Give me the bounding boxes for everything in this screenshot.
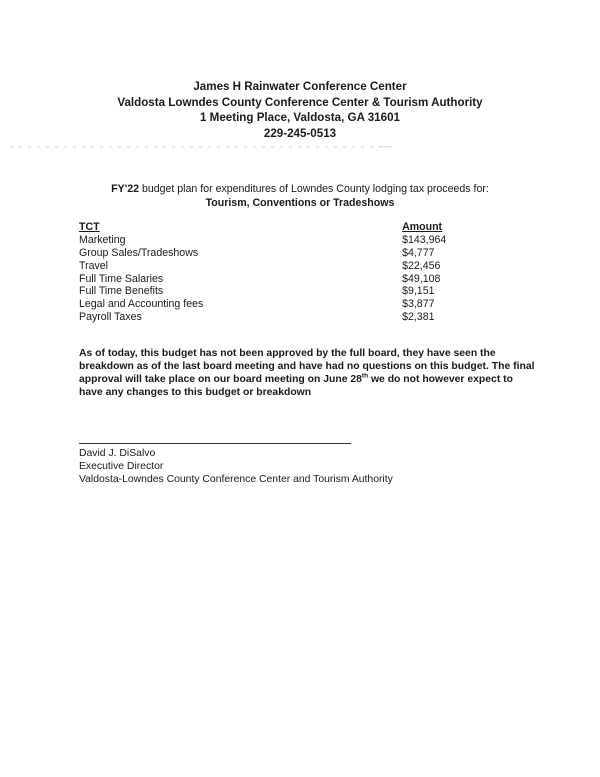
row-item: Payroll Taxes (79, 311, 142, 324)
ordinal-suffix: th (361, 372, 369, 380)
signer-title: Executive Director (79, 461, 164, 472)
row-item: Group Sales/Tradeshows (79, 246, 199, 259)
table-row (79, 247, 479, 260)
approval-note: As of today, this budget has not been approved by the full board, they have seen the breakdown as of the last board meeting and have had no questions on this budget. The final approval will take place on our board meeting on June 28th we do not however expect to have any changes to this budget or breakdown (79, 348, 535, 398)
row-amount: $3,877 (402, 298, 435, 311)
signer-name: David J. DiSalvo (79, 448, 156, 459)
row-amount: $143,964 (402, 233, 447, 246)
letterhead (0, 79, 600, 141)
row-amount: $4,777 (402, 246, 435, 259)
subtitle-line-1: FY'22 budget plan for expenditures of Lowndes County lodging tax proceeds for: (111, 183, 489, 195)
letterhead-org-name: James H Rainwater Conference Center (193, 80, 407, 93)
row-item: Legal and Accounting fees (79, 298, 204, 311)
signer-organization: Valdosta-Lowndes County Conference Center and Tourism Authority (79, 474, 393, 485)
row-amount: $2,381 (402, 311, 435, 324)
column-header-amount: Amount (402, 221, 443, 233)
scan-artifact (378, 146, 392, 147)
letterhead-phone: 229-245-0513 (263, 126, 337, 140)
signature-line (79, 443, 351, 444)
scan-artifact (10, 146, 390, 148)
row-item: Marketing (79, 233, 126, 246)
fiscal-year: FY'22 (111, 183, 139, 195)
table-row (79, 273, 479, 286)
row-amount: $22,456 (402, 259, 441, 272)
table-header-row (79, 221, 479, 234)
row-amount: $9,151 (402, 285, 435, 298)
column-header-tct: TCT (79, 221, 100, 233)
table-row (79, 234, 479, 247)
budget-table (79, 221, 479, 324)
letterhead-authority-name: Valdosta Lowndes County Conference Center & Tourism Authority (117, 95, 483, 109)
table-row (79, 311, 479, 324)
row-item: Full Time Benefits (79, 285, 164, 298)
table-row (79, 260, 479, 273)
table-row (79, 298, 479, 311)
budget-subtitle (0, 183, 600, 210)
signature-block (79, 447, 393, 486)
row-item: Full Time Salaries (79, 272, 164, 285)
row-item: Travel (79, 259, 109, 272)
letterhead-address: 1 Meeting Place, Valdosta, GA 31601 (200, 111, 400, 124)
subtitle-line-2: Tourism, Conventions or Tradeshows (205, 196, 395, 209)
table-row (79, 285, 479, 298)
row-amount: $49,108 (402, 272, 441, 285)
